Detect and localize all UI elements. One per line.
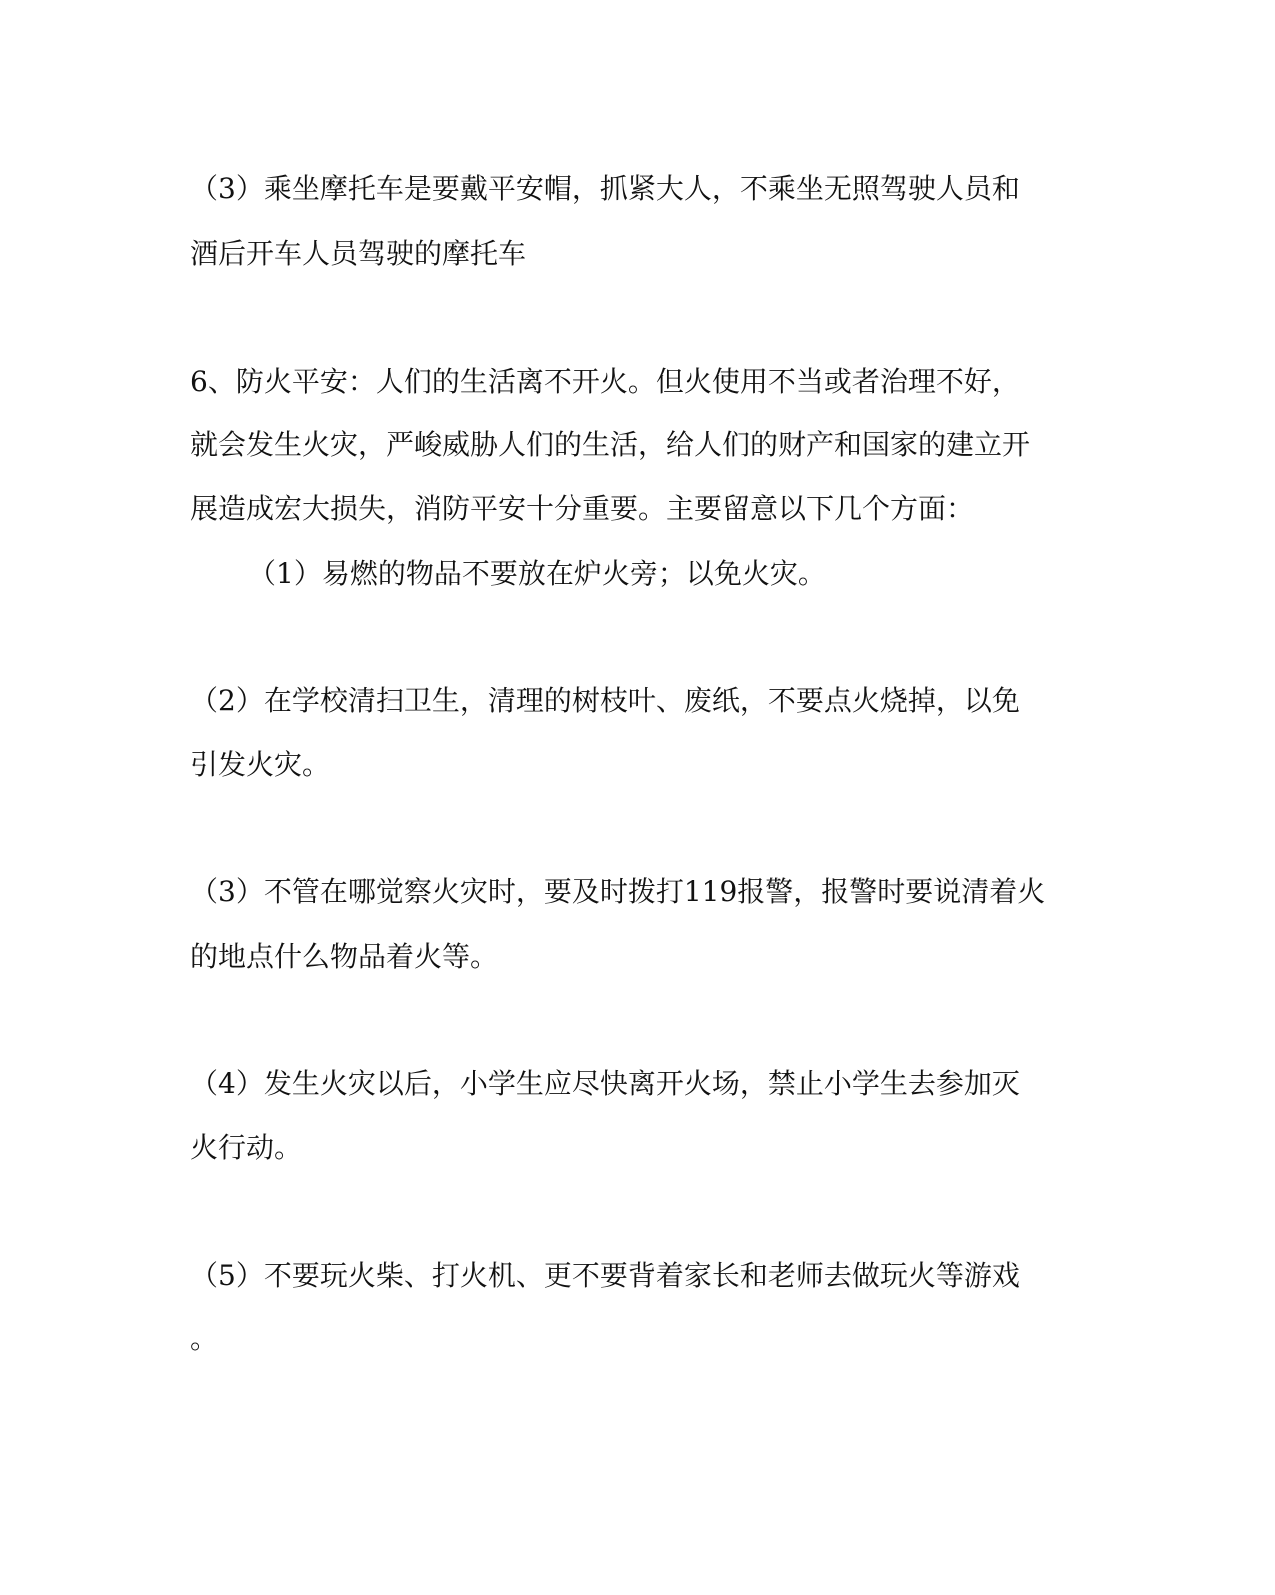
text-line: （5）不要玩火柴、打火机、更不要背着家长和老师去做玩火等游戏 [190,1259,1020,1292]
text-line: （2）在学校清扫卫生，清理的树枝叶、废纸，不要点火烧掉，以免 [190,684,1020,717]
text-line: （1）易燃的物品不要放在炉火旁；以免火灾。 [248,557,826,590]
text-line: 展造成宏大损失，消防平安十分重要。主要留意以下几个方面： [190,492,975,525]
text-line: 酒后开车人员驾驶的摩托车 [190,237,527,270]
text-line: 的地点什么物品着火等。 [190,940,499,973]
text-line: 。 [190,1322,219,1355]
text-line: （3）乘坐摩托车是要戴平安帽，抓紧大人，不乘坐无照驾驶人员和 [190,172,1020,205]
text-line: 6、防火平安：人们的生活离不开火。但火使用不当或者治理不好， [190,365,1020,398]
text-line: 引发火灾。 [190,748,331,781]
text-line: 火行动。 [190,1131,303,1164]
text-line: （4）发生火灾以后，小学生应尽快离开火场，禁止小学生去参加灭 [190,1067,1020,1100]
text-line: （3）不管在哪觉察火灾时，要及时拨打119报警，报警时要说清着火 [190,875,1046,908]
text-line: 就会发生火灾，严峻威胁人们的生活，给人们的财产和国家的建立开 [190,428,1031,461]
